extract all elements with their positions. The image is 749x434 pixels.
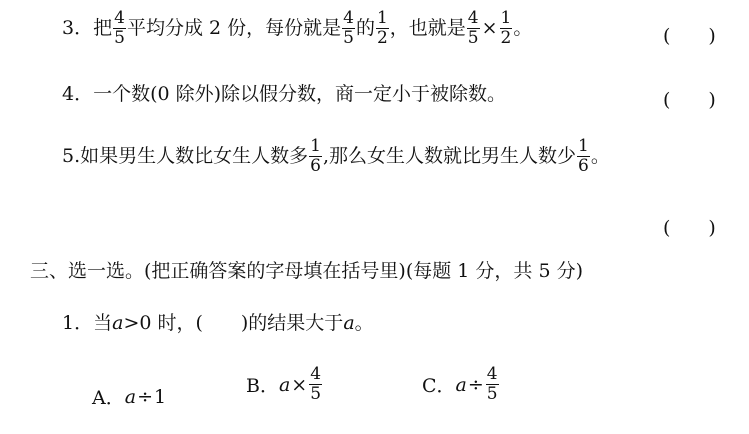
fraction-denominator: 5 bbox=[114, 28, 125, 48]
option-label: B． bbox=[246, 375, 279, 397]
fraction bbox=[376, 10, 389, 47]
fraction-numerator: 1 bbox=[578, 136, 589, 156]
fraction bbox=[342, 10, 355, 47]
question-3 bbox=[62, 10, 532, 47]
fraction-denominator: 2 bbox=[376, 28, 388, 48]
question-text: 平均分成 2 份，每份就是 bbox=[126, 17, 342, 39]
option-a[interactable] bbox=[92, 383, 166, 410]
fraction-denominator: 5 bbox=[467, 28, 479, 48]
answer-parentheses[interactable]: ( ) bbox=[663, 217, 716, 239]
fraction-numerator: 1 bbox=[376, 8, 388, 28]
question-text: 一个数(0 除外)除以假分数，商一定小于被除数。 bbox=[93, 83, 507, 105]
divide-sign: ÷ bbox=[137, 385, 153, 408]
option-c[interactable] bbox=[422, 366, 500, 403]
fraction-numerator: 4 bbox=[467, 8, 479, 28]
variable-a: a bbox=[343, 312, 355, 334]
fraction bbox=[500, 10, 513, 47]
question-text: 把 bbox=[93, 17, 113, 39]
fraction-denominator: 6 bbox=[578, 156, 589, 176]
fraction-denominator: 2 bbox=[500, 28, 512, 48]
question-4 bbox=[62, 85, 506, 104]
variable-a: a bbox=[124, 385, 137, 408]
question-text: 。 bbox=[513, 17, 533, 39]
fraction-denominator: 5 bbox=[343, 28, 354, 48]
divide-sign: ÷ bbox=[467, 373, 484, 396]
answer-parentheses[interactable]: ( ) bbox=[663, 25, 716, 47]
fraction-numerator: 4 bbox=[114, 8, 125, 28]
question-number: 5. bbox=[62, 145, 81, 167]
fraction-denominator: 6 bbox=[310, 156, 321, 176]
question-text: 当 bbox=[93, 312, 113, 334]
option-label: C． bbox=[422, 375, 456, 397]
fraction-denominator: 5 bbox=[486, 384, 498, 404]
fraction bbox=[486, 366, 499, 403]
fraction-numerator: 1 bbox=[310, 136, 321, 156]
fraction-numerator: 4 bbox=[486, 364, 498, 384]
question-text: ，也就是 bbox=[389, 17, 466, 39]
fraction bbox=[309, 138, 322, 175]
fraction-numerator: 4 bbox=[343, 8, 354, 28]
variable-a: a bbox=[112, 312, 124, 334]
question-text: >0 时，( )的结果大于 bbox=[123, 312, 344, 334]
section-title: 三、选一选。(把正确答案的字母填在括号里)(每题 1 分，共 5 分) bbox=[30, 260, 583, 282]
fraction bbox=[309, 366, 322, 403]
variable-a: a bbox=[278, 373, 291, 396]
question-number: 1． bbox=[62, 312, 94, 334]
question-text: 。 bbox=[354, 312, 374, 334]
answer-parentheses[interactable]: ( ) bbox=[663, 89, 716, 111]
question-text: ,那么女生人数就比男生人数少 bbox=[322, 145, 577, 167]
fraction bbox=[113, 10, 126, 47]
fraction bbox=[577, 138, 590, 175]
question-number: 4． bbox=[62, 83, 94, 105]
option-number: 1 bbox=[153, 385, 167, 408]
question-5 bbox=[62, 138, 610, 175]
question-text: 的 bbox=[355, 17, 375, 39]
fraction-denominator: 5 bbox=[310, 384, 322, 404]
question-text: 。 bbox=[590, 145, 610, 167]
option-b[interactable] bbox=[246, 366, 323, 403]
fraction-numerator: 4 bbox=[310, 364, 322, 384]
choice-question-1 bbox=[62, 314, 374, 333]
multiply-sign: × bbox=[481, 17, 498, 39]
multiply-sign: × bbox=[291, 373, 308, 396]
option-label: A． bbox=[92, 387, 125, 409]
fraction-numerator: 1 bbox=[500, 8, 512, 28]
question-text: 如果男生人数比女生人数多 bbox=[80, 145, 309, 167]
fraction bbox=[467, 10, 480, 47]
variable-a: a bbox=[455, 373, 467, 396]
question-number: 3． bbox=[62, 17, 94, 39]
